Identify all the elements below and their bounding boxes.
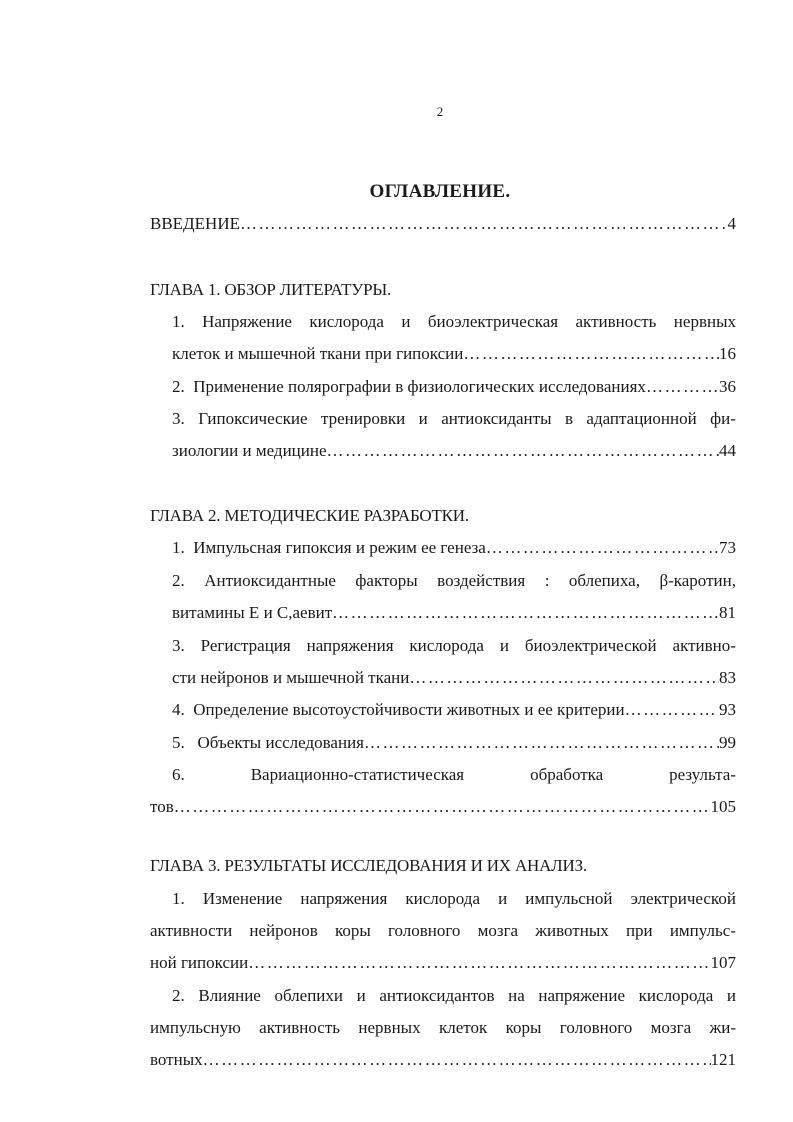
word: биоэлектрическая <box>427 312 559 331</box>
word: антиоксиданты <box>441 409 552 428</box>
entry-page: 105 <box>710 797 736 816</box>
word: результа- <box>669 765 736 784</box>
word: и <box>726 986 736 1005</box>
word: активно- <box>672 636 736 655</box>
entry-label: витамины Е и С,аевит <box>172 603 333 622</box>
word: облепихи <box>274 986 344 1005</box>
chapter-2-heading: ГЛАВА 2. МЕТОДИЧЕСКИЕ РАЗРАБОТКИ. <box>150 506 469 525</box>
word: в <box>564 409 573 428</box>
word: животных <box>535 921 609 940</box>
toc-entry-2-3[interactable] <box>172 668 736 688</box>
word: биоэлектрической <box>524 636 657 655</box>
word: активности <box>150 921 233 940</box>
toc-entry-2-6[interactable] <box>150 797 736 817</box>
word: β-каротин, <box>659 571 736 590</box>
entry-label: 4. Определение высотоустойчивости животных и ее критерии <box>172 700 625 719</box>
word: Регистрация <box>200 636 291 655</box>
word: обработка <box>530 765 604 784</box>
word: кислорода <box>309 312 384 331</box>
word: Вариационно-статистическая <box>250 765 465 784</box>
word: жи- <box>709 1018 736 1037</box>
entry-page: 44 <box>719 441 736 460</box>
toc-entry-3-1-line1[interactable] <box>172 889 736 909</box>
leader-dots <box>327 441 719 461</box>
word: и <box>356 986 366 1005</box>
leader-dots <box>486 538 719 558</box>
word: и <box>418 409 428 428</box>
word: адаптационной <box>586 409 697 428</box>
leader-dots <box>240 214 728 234</box>
entry-page: 93 <box>719 700 736 719</box>
word: кислорода <box>409 636 484 655</box>
toc-entry-3-1-line2[interactable] <box>150 921 736 941</box>
leader-dots <box>332 603 719 623</box>
word: воздействия <box>437 571 526 590</box>
chapter-1-heading: ГЛАВА 1. ОБЗОР ЛИТЕРАТУРЫ. <box>150 280 392 299</box>
word: коры <box>334 921 371 940</box>
word: кислорода <box>405 889 480 908</box>
toc-entry-2-1[interactable] <box>172 538 736 558</box>
entry-label: клеток и мышечной ткани при гипоксии <box>172 344 464 363</box>
leader-dots <box>174 797 711 817</box>
word: головного <box>559 1018 633 1037</box>
toc-entry-introduction[interactable] <box>150 214 736 234</box>
word: 2. <box>172 571 185 590</box>
toc-entry-3-2[interactable] <box>150 1050 736 1070</box>
word: напряжение <box>538 986 626 1005</box>
word: и <box>498 889 508 908</box>
entry-label: 5. Объекты исследования <box>172 733 364 752</box>
toc-entry-3-1[interactable] <box>150 953 736 973</box>
word: мозга <box>477 921 519 940</box>
toc-entry-2-6-line1[interactable] <box>172 765 736 785</box>
toc-entry-2-4[interactable] <box>172 700 736 720</box>
word: головного <box>387 921 461 940</box>
word: факторы <box>355 571 418 590</box>
word: клеток <box>438 1018 488 1037</box>
entry-label: ВВЕДЕНИЕ <box>150 214 240 233</box>
toc-entry-1-3-line1[interactable] <box>172 409 736 429</box>
word: напряжения <box>300 889 388 908</box>
toc-entry-1-1[interactable] <box>172 344 736 364</box>
entry-page: 81 <box>719 603 736 622</box>
word: импульсной <box>525 889 613 908</box>
toc-entry-3-2-line1[interactable] <box>172 986 736 1006</box>
word: 1. <box>172 312 185 331</box>
word: Изменение <box>202 889 283 908</box>
word: мозга <box>650 1018 692 1037</box>
word: Антиоксидантные <box>204 571 336 590</box>
word: 2. <box>172 986 185 1005</box>
word: кислорода <box>638 986 714 1005</box>
word: активность <box>575 312 657 331</box>
word: 6. <box>172 765 185 784</box>
entry-label: ной гипоксии <box>150 953 249 972</box>
entry-page: 36 <box>719 377 736 396</box>
toc-entry-1-1-line1[interactable] <box>172 312 736 332</box>
toc-title: ОГЛАВЛЕНИЕ. <box>369 181 511 202</box>
word: фи- <box>710 409 736 428</box>
toc-entry-1-3[interactable] <box>172 441 736 461</box>
leader-dots <box>625 700 719 720</box>
leader-dots <box>248 953 710 973</box>
toc-entry-2-2-line1[interactable] <box>172 571 736 591</box>
entry-page: 4 <box>727 214 736 233</box>
entry-label: тов <box>150 797 174 816</box>
entry-label: зиологии и медицине <box>172 441 327 460</box>
word: Влияние <box>198 986 261 1005</box>
toc-entry-2-3-line1[interactable] <box>172 636 736 656</box>
entry-label: 2. Применение полярографии в физиологических исследованиях <box>172 377 646 396</box>
page-number: 2 <box>436 104 444 119</box>
word: электрической <box>630 889 736 908</box>
word: на <box>508 986 525 1005</box>
leader-dots <box>364 733 719 753</box>
word: Напряжение <box>202 312 292 331</box>
entry-page: 16 <box>719 344 736 363</box>
word: напряжения <box>306 636 394 655</box>
entry-page: 73 <box>719 538 736 557</box>
entry-label: вотных <box>150 1050 203 1069</box>
word: антиоксидантов <box>379 986 495 1005</box>
word: нервных <box>673 312 736 331</box>
entry-page: 83 <box>719 668 736 687</box>
word: 3. <box>172 409 185 428</box>
word: импульсную <box>150 1018 241 1037</box>
entry-page: 99 <box>719 733 736 752</box>
word: коры <box>505 1018 542 1037</box>
word: тренировки <box>320 409 406 428</box>
entry-label: сти нейронов и мышечной ткани <box>172 668 410 687</box>
leader-dots <box>409 668 719 688</box>
word: 3. <box>172 636 185 655</box>
leader-dots <box>203 1050 711 1070</box>
word: : <box>544 571 550 590</box>
toc-entry-1-2[interactable] <box>172 377 736 397</box>
leader-dots <box>463 344 719 364</box>
entry-page: 121 <box>710 1050 736 1069</box>
word: 1. <box>172 889 185 908</box>
leader-dots <box>646 377 719 397</box>
word: нервных <box>358 1018 421 1037</box>
word: активность <box>259 1018 341 1037</box>
toc-entry-2-2[interactable] <box>172 603 736 623</box>
entry-page: 107 <box>710 953 736 972</box>
toc-entry-2-5[interactable] <box>172 733 736 753</box>
word: и <box>401 312 411 331</box>
word: облепиха, <box>568 571 640 590</box>
word: при <box>625 921 653 940</box>
toc-entry-3-2-line2[interactable] <box>150 1018 736 1038</box>
entry-label: 1. Импульсная гипоксия и режим ее генеза <box>172 538 486 557</box>
word: и <box>499 636 509 655</box>
chapter-3-heading: ГЛАВА 3. РЕЗУЛЬТАТЫ ИССЛЕДОВАНИЯ И ИХ АНАЛИЗ. <box>150 856 587 875</box>
word: импульс- <box>669 921 736 940</box>
word: Гипоксические <box>198 409 308 428</box>
word: нейронов <box>249 921 318 940</box>
